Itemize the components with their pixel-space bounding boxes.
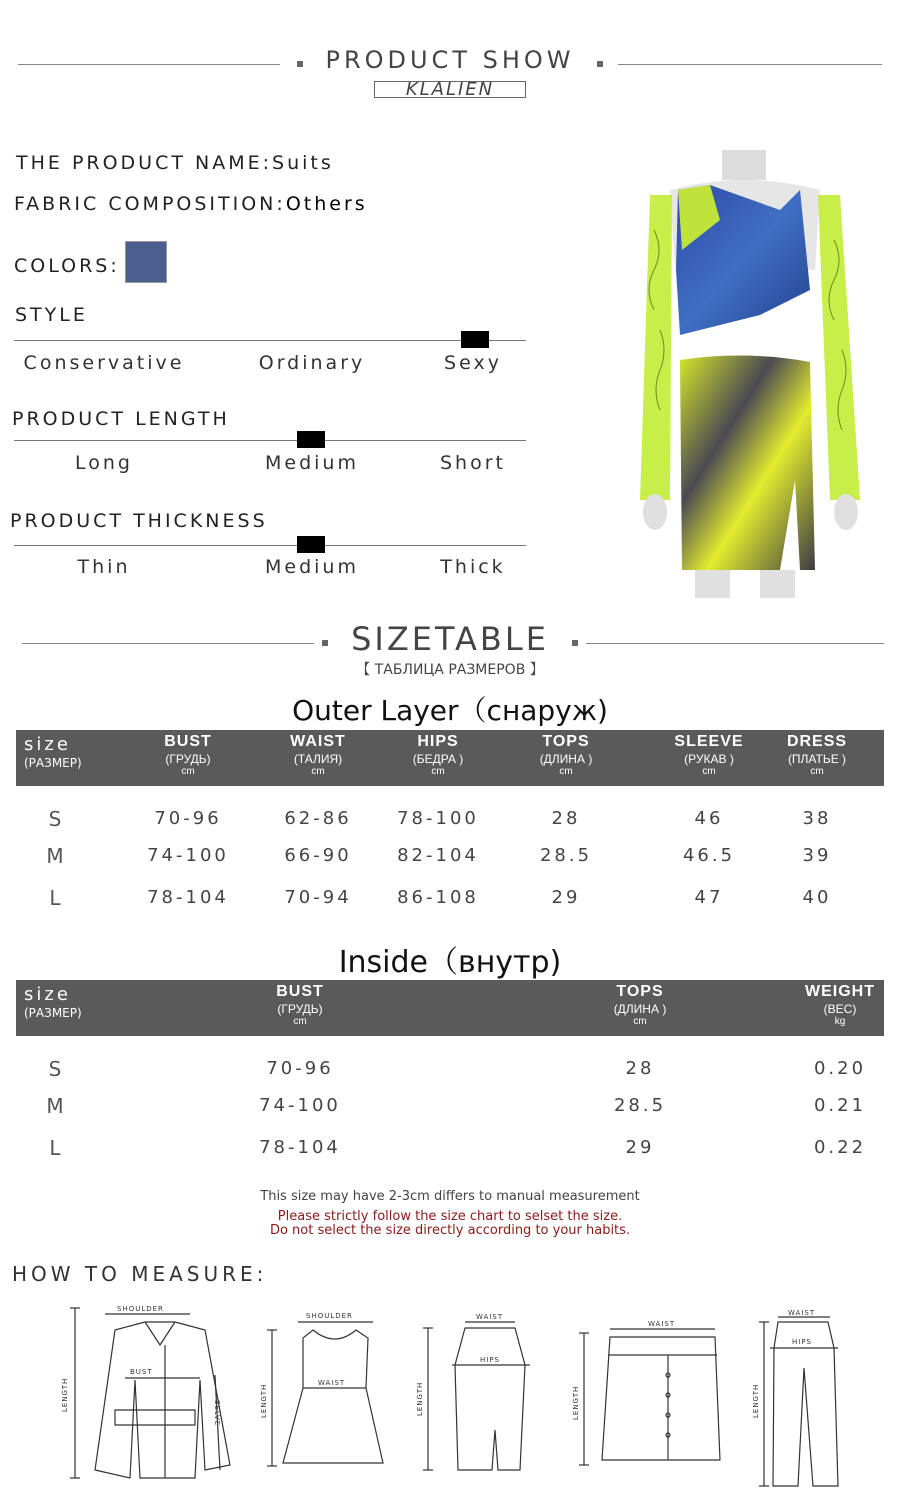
column-header	[240, 980, 360, 1027]
table-cell: 28.5	[539, 845, 593, 866]
note-habits: Do not select the size directly according to your habits.	[269, 1223, 631, 1238]
table-cell: 47	[694, 887, 724, 908]
header-rule-left	[18, 64, 280, 65]
note-measurement: This size may have 2-3cm differs to manual measurement	[260, 1189, 640, 1204]
color-swatch[interactable]	[125, 241, 167, 283]
column-header-ru: (ГРУДЬ)	[277, 1002, 323, 1016]
how-to-measure-title: HOW TO MEASURE:	[12, 1262, 268, 1286]
row-size: S	[48, 807, 62, 831]
table-cell: 28	[551, 808, 581, 829]
scale-option: Thick	[440, 556, 506, 578]
column-header-name: DRESS	[786, 733, 848, 750]
scale-marker[interactable]	[297, 536, 325, 553]
skirt-diagram	[410, 1310, 540, 1490]
scale-marker[interactable]	[461, 331, 489, 348]
size-header-ru: (РАЗМЕР)	[24, 1006, 82, 1020]
sizetable-dot-left	[322, 640, 328, 646]
dress-diagram	[258, 1308, 393, 1488]
outer-table-header	[16, 730, 884, 786]
column-header-ru: (РУКАВ )	[684, 752, 734, 766]
table-cell: 70-94	[284, 887, 352, 908]
column-header-ru: (ТАЛИЯ)	[293, 752, 343, 766]
column-header	[757, 730, 877, 777]
column-header-unit: cm	[311, 766, 325, 777]
pants-diagram	[748, 1308, 848, 1493]
shoulder-label: SHOULDER	[117, 1305, 164, 1313]
column-header	[378, 730, 498, 777]
length-label: LENGTH	[572, 1385, 580, 1420]
product-name-label: THE PRODUCT NAME:	[16, 152, 273, 174]
length-label: LENGTH	[752, 1383, 760, 1418]
header-dot-right	[597, 61, 603, 67]
column-header-name: BUST	[276, 983, 324, 1000]
fabric-label: FABRIC COMPOSITION:	[14, 193, 286, 215]
fabric-value: Others	[285, 193, 368, 215]
waist-label: WAIST	[476, 1313, 504, 1321]
table-cell: 86-108	[397, 887, 479, 908]
table-cell: 38	[802, 808, 832, 829]
column-header-unit: cm	[702, 766, 716, 777]
column-header	[780, 980, 900, 1027]
brand-label: KLALIEN	[374, 81, 526, 98]
column-header	[506, 730, 626, 777]
table-cell: 70-96	[154, 808, 222, 829]
table-cell: 29	[625, 1137, 655, 1158]
scale-option: Thin	[77, 556, 131, 578]
outer-size-header	[24, 734, 82, 770]
product-show-title: PRODUCT SHOW	[325, 46, 575, 74]
length-label: LENGTH	[260, 1383, 268, 1418]
inside-size-header	[24, 984, 82, 1020]
scale-option: Medium	[265, 452, 359, 474]
scale-track[interactable]	[14, 440, 526, 441]
sizetable-rule-left	[22, 643, 314, 644]
table-cell: 28.5	[613, 1095, 667, 1116]
scale-title: PRODUCT LENGTH	[12, 408, 230, 430]
table-cell: 0.21	[813, 1095, 867, 1116]
column-header	[649, 730, 769, 777]
sizetable-dot-right	[572, 640, 578, 646]
column-header-unit: cm	[559, 766, 573, 777]
column-header-ru: (ПЛАТЬЕ )	[787, 752, 847, 766]
scale-option: Conservative	[23, 352, 185, 374]
column-header-unit: cm	[181, 766, 195, 777]
sizetable-rule-right	[586, 643, 884, 644]
column-header	[128, 730, 248, 777]
row-size: L	[49, 886, 61, 910]
size-header-ru: (РАЗМЕР)	[24, 756, 82, 770]
column-header-name: HIPS	[417, 733, 459, 750]
sizetable-title: SIZETABLE	[351, 620, 549, 658]
column-header-ru: (ВЕС)	[823, 1002, 857, 1016]
table-cell: 78-100	[397, 808, 479, 829]
product-name-value: Suits	[272, 152, 334, 174]
fabric-row	[14, 193, 368, 215]
length-label: LENGTH	[416, 1381, 424, 1416]
jacket-diagram	[55, 1300, 245, 1490]
row-size: M	[46, 844, 64, 868]
table-cell: 46.5	[682, 845, 736, 866]
column-header-unit: cm	[293, 1016, 307, 1027]
product-photo	[610, 150, 880, 598]
scale-track[interactable]	[14, 545, 526, 546]
table-cell: 66-90	[284, 845, 352, 866]
inside-table-header	[16, 980, 884, 1036]
waist-label: WAIST	[788, 1309, 816, 1317]
selve-label: SELVE	[213, 1400, 221, 1427]
table-cell: 39	[802, 845, 832, 866]
scale-title: STYLE	[15, 304, 88, 326]
table-cell: 0.20	[813, 1058, 867, 1079]
header-rule-right	[618, 64, 882, 65]
column-header-name: TOPS	[542, 733, 590, 750]
scale-option: Medium	[265, 556, 359, 578]
column-header-name: SLEEVE	[674, 733, 744, 750]
row-size: L	[49, 1136, 61, 1160]
column-header-name: TOPS	[616, 983, 664, 1000]
table-cell: 0.22	[813, 1137, 867, 1158]
column-header-name: BUST	[164, 733, 212, 750]
hips-label: HIPS	[792, 1338, 812, 1346]
scale-track[interactable]	[14, 340, 526, 341]
scale-title: PRODUCT THICKNESS	[10, 510, 268, 532]
column-header-ru: (ДЛИНА )	[539, 752, 593, 766]
table-cell: 78-104	[147, 887, 229, 908]
inside-heading: Inside（внутр)	[338, 945, 562, 980]
scale-option: Long	[75, 452, 133, 474]
table-cell: 28	[625, 1058, 655, 1079]
size-header-label: size	[24, 734, 71, 755]
column-header-name: WEIGHT	[805, 983, 875, 1000]
column-header-unit: cm	[431, 766, 445, 777]
bust-label: BUST	[130, 1368, 153, 1376]
length-label: LENGTH	[61, 1377, 69, 1412]
table-cell: 82-104	[397, 845, 479, 866]
size-header-label: size	[24, 984, 71, 1005]
waist-label: WAIST	[318, 1379, 346, 1387]
header-dot-left	[297, 61, 303, 67]
row-size: S	[48, 1057, 62, 1081]
waist-label: WAIST	[648, 1320, 676, 1328]
column-header-ru: (БЕДРА )	[412, 752, 464, 766]
table-cell: 74-100	[259, 1095, 341, 1116]
scale-marker[interactable]	[297, 431, 325, 448]
column-header	[580, 980, 700, 1027]
column-header-ru: (ДЛИНА )	[613, 1002, 667, 1016]
column-header-unit: cm	[633, 1016, 647, 1027]
scale-option: Short	[440, 452, 506, 474]
table-cell: 70-96	[266, 1058, 334, 1079]
table-cell: 78-104	[259, 1137, 341, 1158]
table-cell: 29	[551, 887, 581, 908]
hips-label: HIPS	[480, 1356, 500, 1364]
table-cell: 62-86	[284, 808, 352, 829]
column-header-unit: cm	[810, 766, 824, 777]
shorts-diagram	[570, 1315, 725, 1475]
table-cell: 40	[802, 887, 832, 908]
table-cell: 74-100	[147, 845, 229, 866]
row-size: M	[46, 1094, 64, 1118]
colors-label: COLORS:	[14, 255, 120, 277]
column-header	[258, 730, 378, 777]
note-follow-chart: Please strictly follow the size chart to selset the size.	[277, 1209, 623, 1224]
scale-option: Sexy	[444, 352, 502, 374]
scale-option: Ordinary	[258, 352, 366, 374]
column-header-name: WAIST	[290, 733, 346, 750]
table-cell: 46	[694, 808, 724, 829]
mannequin-illustration	[610, 150, 880, 598]
shoulder-label: SHOULDER	[306, 1312, 353, 1320]
column-header-ru: (ГРУДЬ)	[165, 752, 211, 766]
sizetable-subtitle: 【 ТАБЛИЦА РАЗМЕРОВ 】	[356, 662, 544, 678]
product-name-row	[16, 152, 334, 174]
column-header-unit: kg	[834, 1016, 846, 1027]
outer-layer-heading: Outer Layer（снаруж)	[292, 694, 608, 727]
